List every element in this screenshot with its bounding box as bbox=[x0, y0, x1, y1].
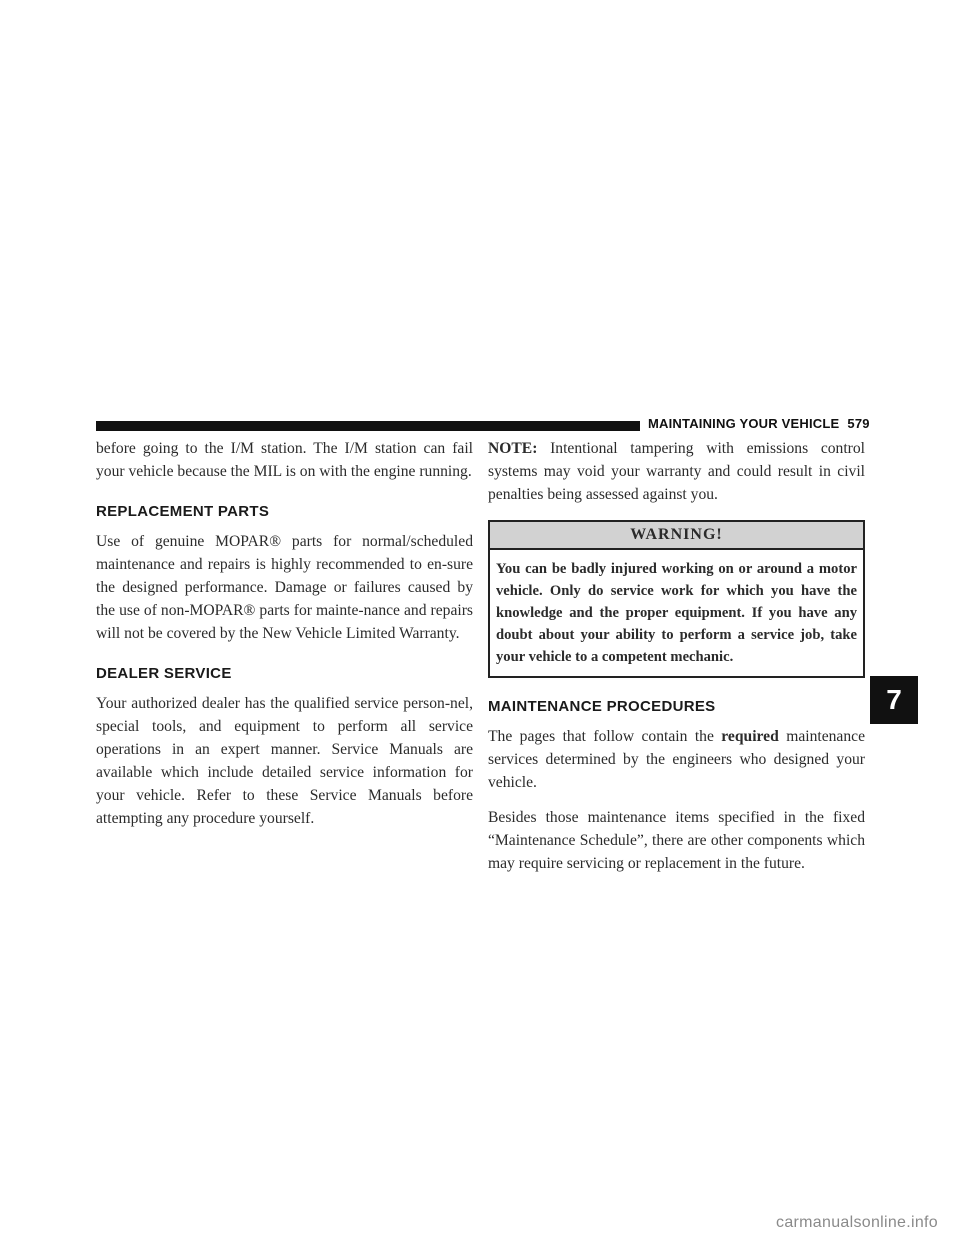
running-header bbox=[648, 416, 870, 431]
p1-required: required bbox=[721, 728, 779, 745]
page-number: 579 bbox=[847, 416, 870, 431]
maintenance-procedures-heading: MAINTENANCE PROCEDURES bbox=[488, 698, 716, 715]
header-rule bbox=[96, 421, 640, 431]
warning-title: WARNING! bbox=[490, 522, 863, 550]
warning-box bbox=[488, 520, 865, 678]
chapter-tab: 7 bbox=[870, 676, 918, 724]
maintenance-procedures-p1 bbox=[488, 725, 865, 794]
dealer-service-heading: DEALER SERVICE bbox=[96, 665, 232, 682]
maintenance-procedures-p2: Besides those maintenance items specified in the fixed “Maintenance Schedule”, there are other components which may require servicing or replacement in the future. bbox=[488, 809, 865, 872]
note-paragraph bbox=[488, 437, 865, 506]
p1-before: The pages that follow contain the bbox=[488, 728, 722, 745]
p1-after: maintenance services determined by the engineers who designed your vehicle. bbox=[488, 728, 865, 791]
left-column bbox=[96, 437, 473, 842]
dealer-service-text: Your authorized dealer has the qualified service person-nel, special tools, and equipment to perform all service operations in an expert manner. Service Manuals are available which include detailed service information for your vehicle. Refer to these Service Manuals before attempting any procedure yourself. bbox=[96, 695, 473, 827]
note-label: NOTE: bbox=[488, 440, 538, 457]
replacement-parts-heading: REPLACEMENT PARTS bbox=[96, 503, 270, 520]
right-column bbox=[488, 437, 865, 887]
intro-paragraph: before going to the I/M station. The I/M station can fail your vehicle because the MIL is on with the engine running. bbox=[96, 440, 473, 480]
section-title: MAINTAINING YOUR VEHICLE bbox=[648, 416, 840, 431]
replacement-parts-text: Use of genuine MOPAR® parts for normal/scheduled maintenance and repairs is highly recommended to en-sure the designed performance. Damage or failures caused by the use of non-MOPAR® parts for mainte-nance and repairs will not be covered by the New Vehicle Limited Warranty. bbox=[96, 533, 473, 642]
warning-text: You can be badly injured working on or around a motor vehicle. Only do service work for which you have the knowledge and the proper equipment. If you have any doubt about your ability to perform a service job, take your vehicle to a competent mechanic. bbox=[496, 561, 857, 665]
watermark: carmanualsonline.info bbox=[776, 1214, 938, 1231]
note-text: Intentional tampering with emissions control systems may void your warranty and could result in civil penalties being assessed against you. bbox=[488, 440, 865, 503]
